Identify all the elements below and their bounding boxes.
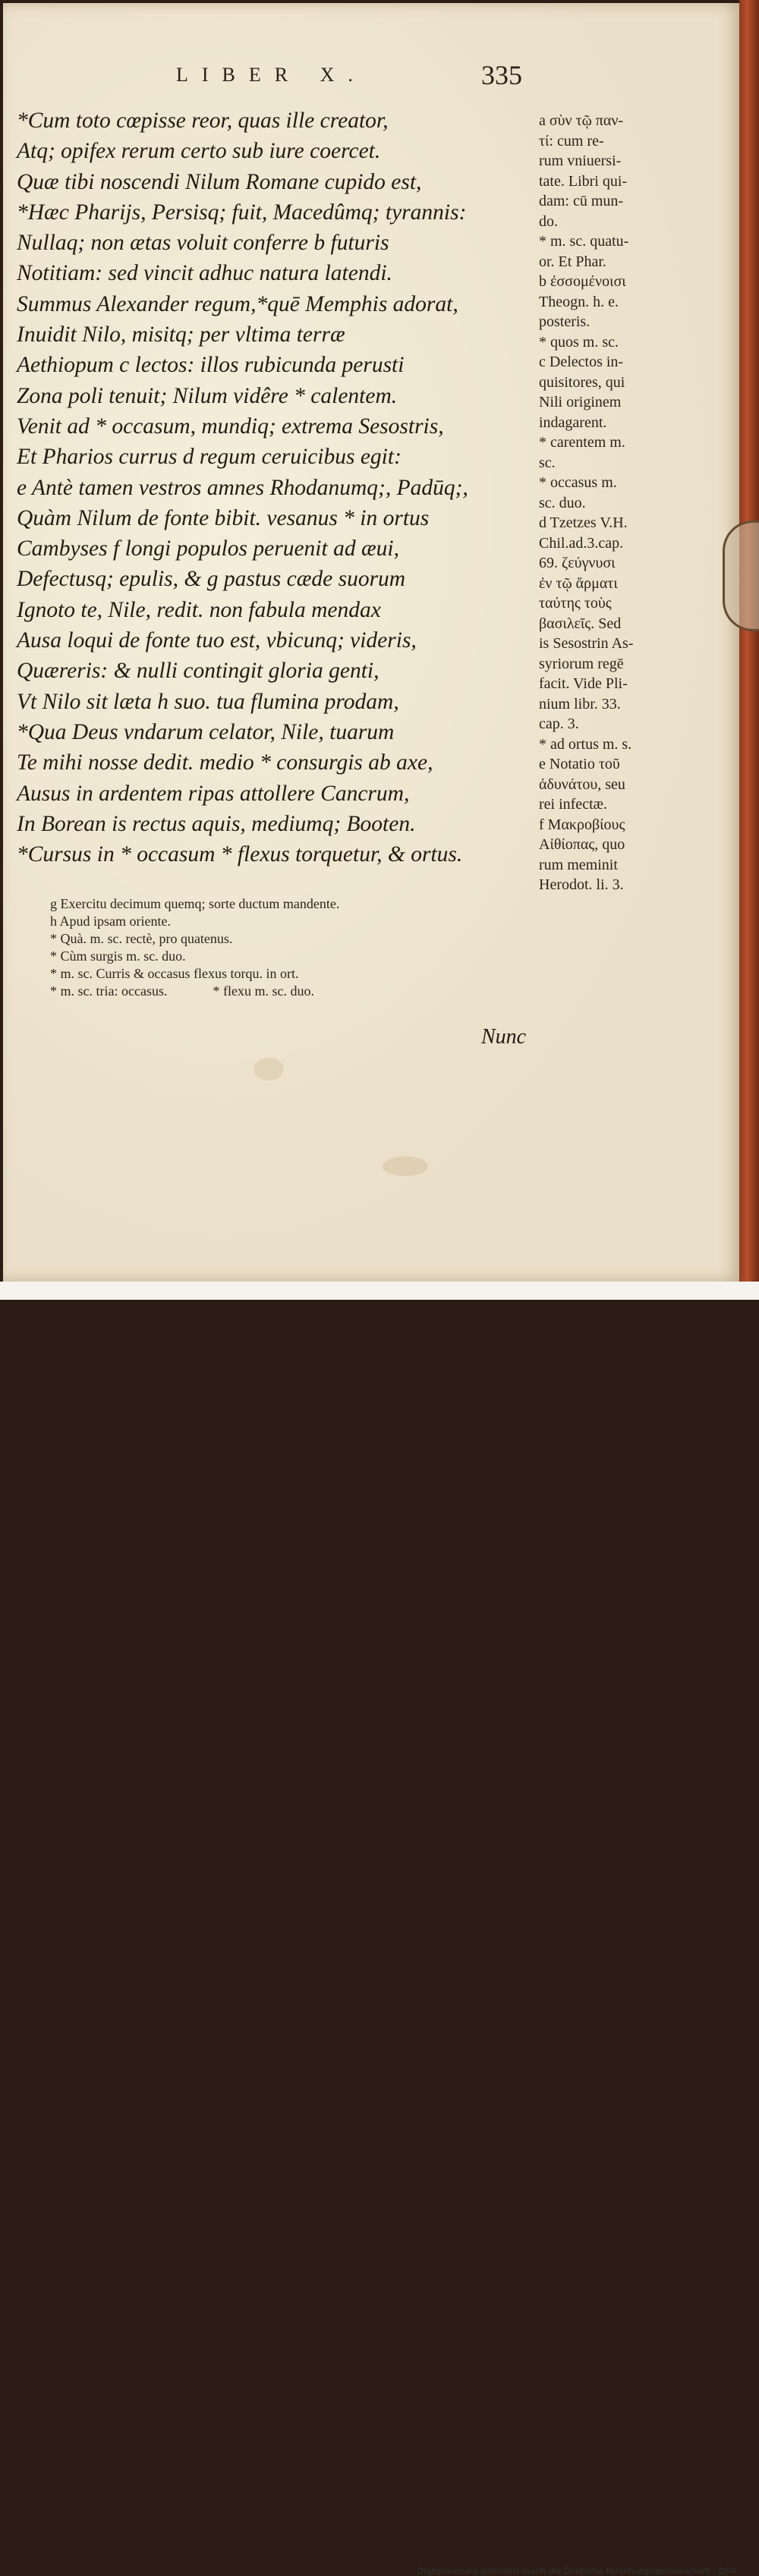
book-edge bbox=[739, 0, 759, 1290]
verse-line: Quæ tibi noscendi Nilum Romane cupido est, bbox=[17, 169, 422, 194]
verse-line: Te mihi nosse dedit. medio * consurgis ab axe, bbox=[17, 750, 433, 775]
verse-line: Venit ad * occasum, mundiq; extrema Sesostris, bbox=[17, 414, 444, 439]
margin-line: ἀδυνάτου, seu bbox=[539, 775, 625, 793]
margin-line: is Sesostrin As- bbox=[539, 635, 634, 652]
verse-line: *Cum toto cœpisse reor, quas ille creator, bbox=[17, 109, 389, 133]
footnotes bbox=[50, 895, 505, 1000]
book-page bbox=[3, 3, 739, 1282]
footer-credit: Digitalisierung gefördert durch die Deutsche Forschungsgemeinschaft - DFG bbox=[417, 2566, 736, 2576]
footer-bar bbox=[0, 1282, 759, 2576]
verse-line: Ausus in ardentem ripas attollere Cancrum, bbox=[17, 781, 410, 806]
margin-line: tate. Libri qui- bbox=[539, 172, 628, 190]
margin-line: βασιλεῖς. Sed bbox=[539, 615, 622, 632]
verse-line: Summus Alexander regum,*quē Memphis adorat, bbox=[17, 291, 458, 316]
verse-line: Ignoto te, Nile, redit. non fabula mendax bbox=[17, 597, 381, 622]
margin-line: e Notatio τοῦ bbox=[539, 756, 620, 772]
margin-line: Chil.ad.3.cap. bbox=[539, 534, 624, 552]
footnote-line bbox=[50, 983, 505, 1000]
margin-line: facit. Vide Pli- bbox=[539, 675, 628, 692]
footnote-line: * Quà. m. sc. rectè, pro quatenus. bbox=[50, 931, 233, 946]
margin-line: ἐν τῷ ἅρματι bbox=[539, 574, 618, 592]
verse-line: Zona poli tenuit; Nilum vidêre * calentem. bbox=[17, 383, 398, 408]
verse-line: Vt Nilo sit læta h suo. tua flumina prodam, bbox=[17, 689, 399, 714]
margin-line: do. bbox=[539, 212, 558, 230]
page-number: 335 bbox=[481, 60, 522, 90]
margin-line: * carentem m. bbox=[539, 434, 625, 451]
margin-line: 69. ζεύγνυσι bbox=[539, 555, 616, 571]
margin-line: Nili originem bbox=[539, 394, 622, 410]
verse-line: Inuidit Nilo, misitq; per vltima terræ bbox=[17, 322, 345, 348]
verse-line: Quàm Nilum de fonte bibit. vesanus * in ortus bbox=[17, 505, 430, 530]
verse-line: Ausa loqui de fonte tuo est, vbicunq; videris, bbox=[17, 628, 417, 653]
margin-line: a σὺν τῷ παν- bbox=[539, 112, 624, 129]
marginal-notes bbox=[539, 111, 691, 895]
verse-line: *Cursus in * occasum * flexus torquetur, & ortus. bbox=[17, 842, 463, 867]
footnote-left: * m. sc. tria: occasus. bbox=[50, 983, 168, 999]
margin-line: rum vniuersi- bbox=[539, 153, 622, 169]
margin-line: Herodot. li. 3. bbox=[539, 876, 624, 893]
footnote-line: * Cùm surgis m. sc. duo. bbox=[50, 948, 186, 964]
margin-line: * m. sc. quatu- bbox=[539, 233, 629, 250]
footnote-right: * flexu m. sc. duo. bbox=[213, 983, 314, 999]
margin-line: posteris. bbox=[539, 313, 591, 330]
verse-line: *Qua Deus vndarum celator, Nile, tuarum bbox=[17, 719, 395, 744]
margin-line: rum meminit bbox=[539, 856, 618, 873]
margin-line: sc. duo. bbox=[539, 494, 586, 511]
running-head: LIBER X. bbox=[176, 64, 367, 86]
verse-line: In Borean is rectus aquis, mediumq; Booten. bbox=[17, 811, 416, 836]
verse-line: Quæreris: & nulli contingit gloria genti, bbox=[17, 659, 380, 684]
margin-line: τί: cum re- bbox=[539, 132, 604, 149]
footnote-line: h Apud ipsam oriente. bbox=[50, 914, 171, 929]
margin-line: quisitores, qui bbox=[539, 373, 625, 391]
footnote-line: g Exercitu decimum quemq; sorte ductum mandente. bbox=[50, 896, 340, 911]
margin-line: f Μακροβίους bbox=[539, 816, 625, 833]
margin-line: rei infectæ. bbox=[539, 796, 607, 813]
verse-column bbox=[17, 105, 533, 870]
margin-line: ταύτης τοὺς bbox=[539, 595, 612, 612]
margin-line: d Tzetzes V.H. bbox=[539, 514, 628, 531]
margin-line: cap. 3. bbox=[539, 716, 579, 732]
verse-line: Notitiam: sed vincit adhuc natura latendi. bbox=[17, 261, 392, 286]
margin-line: or. Et Phar. bbox=[539, 253, 606, 270]
margin-line: b ἐσσομένοισι bbox=[539, 273, 626, 290]
footnote-line: * m. sc. Curris & occasus flexus torqu. in ort. bbox=[50, 966, 299, 981]
margin-line: c Delectos in- bbox=[539, 354, 624, 370]
catchword: Nunc bbox=[481, 1025, 527, 1049]
margin-line: dam: cū mun- bbox=[539, 193, 624, 209]
verse-line: Cambyses f longi populos peruenit ad æui, bbox=[17, 536, 399, 561]
margin-line: Theogn. h. e. bbox=[539, 293, 619, 310]
verse-line: e Antè tamen vestros amnes Rhodanumq;, Padūq;, bbox=[17, 475, 468, 500]
verse-line: Nullaq; non ætas voluit conferre b futuris bbox=[17, 231, 389, 256]
verse-line: Defectusq; epulis, & g pastus cæde suorum bbox=[17, 567, 406, 592]
margin-line: * quos m. sc. bbox=[539, 333, 619, 351]
verse-line: Atq; opifex rerum certo sub iure coercet. bbox=[17, 139, 381, 164]
paper-stain bbox=[254, 1058, 284, 1080]
margin-line: * ad ortus m. s. bbox=[539, 735, 632, 753]
margin-line: nium libr. 33. bbox=[539, 695, 621, 712]
margin-line: Αἰθίοπας, quo bbox=[539, 836, 625, 853]
margin-line: syriorum regē bbox=[539, 655, 624, 672]
book-clasp bbox=[723, 521, 759, 631]
verse-line: Et Pharios currus d regum ceruicibus egit: bbox=[17, 445, 402, 470]
verse-line: Aethiopum c lectos: illos rubicunda perusti bbox=[17, 353, 405, 378]
margin-line: indagarent. bbox=[539, 414, 607, 431]
paper-stain bbox=[383, 1156, 428, 1176]
margin-line: sc. bbox=[539, 454, 556, 471]
margin-line: * occasus m. bbox=[539, 474, 617, 491]
verse-line: *Hæc Pharijs, Persisq; fuit, Macedûmq; tyrannis: bbox=[17, 200, 467, 225]
